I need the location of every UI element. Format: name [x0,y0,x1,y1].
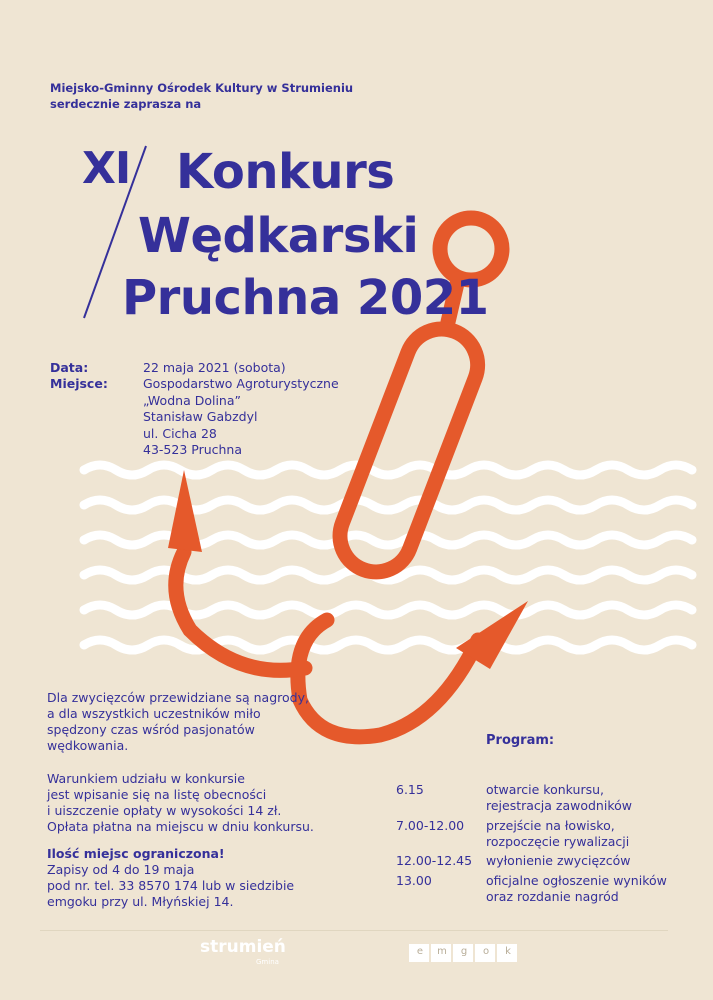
prizes-line: spędzony czas wśród pasjonatów [47,722,255,737]
conditions-paragraph [47,771,347,835]
registration-heading: Ilość miejsc ograniczona! [47,846,225,861]
program-description [486,782,686,814]
program-line: oficjalne ogłoszenie wyników [486,873,667,888]
place-line: Gospodarstwo Agroturystyczne [143,376,339,391]
program-line: rozpoczęcie rywalizacji [486,834,630,849]
conditions-line: i uiszczenie opłaty w wysokości 14 zł. [47,803,282,818]
strumien-logo: strumień [200,937,286,957]
wave-line [84,500,692,510]
date-value: 22 maja 2021 (sobota) [143,360,286,375]
program-line: przejście na łowisko, [486,818,615,833]
registration-line: Zapisy od 4 do 19 maja [47,862,195,877]
organizer-invite: serdecznie zaprasza na [50,97,202,111]
footer-divider [40,930,668,931]
program-description [486,873,686,905]
registration-block [47,846,347,910]
emgok-letter: k [505,946,511,957]
prizes-paragraph [47,690,347,754]
program-time: 6.15 [396,782,424,797]
program-line: rejestracja zawodników [486,798,632,813]
organizer-block [50,80,353,112]
prizes-line: wędkowania. [47,738,129,753]
title-line-1: Konkurs [176,144,395,200]
place-value [143,376,339,459]
place-line: „Wodna Dolina” [143,392,241,408]
registration-line: pod nr. tel. 33 8570 174 lub w siedzibie [47,878,295,893]
program-description [486,818,686,850]
conditions-line: jest wpisanie się na listę obecności [47,787,267,802]
place-line: ul. Cicha 28 [143,425,217,441]
program-time: 7.00-12.00 [396,818,465,833]
emgok-letter: g [460,946,468,957]
prizes-line: Dla zwycięzców przewidziane są nagrody, [47,690,309,705]
program-line: wyłonienie zwycięzców [486,853,631,868]
strumien-logo-sub: Gmina [256,958,279,966]
place-line: Stanisław Gabzdyl [143,409,258,424]
title-line-3: Pruchna 2021 [122,270,489,326]
organizer-name: Miejsko-Gminny Ośrodek Kultury w Strumieniu [50,81,354,95]
place-line: 43-523 Pruchna [143,442,243,457]
program-line: oraz rozdanie nagród [486,889,619,904]
registration-line: emgoku przy ul. Młyńskiej 14. [47,894,234,909]
emgok-letter: e [416,946,424,957]
wave-line [84,465,692,475]
wave-line [84,640,692,650]
emgok-letters [409,946,519,957]
conditions-line: Warunkiem udziału w konkursie [47,771,245,786]
title-line-2: Wędkarski [138,208,419,264]
program-time: 13.00 [396,873,432,888]
prizes-line: a dla wszystkich uczestników miło [47,706,261,721]
emgok-letter: o [482,946,490,957]
date-label: Data: [50,360,89,375]
program-description [486,853,686,869]
program-title: Program: [486,733,555,748]
place-label: Miejsce: [50,376,108,391]
emgok-letter: m [437,946,447,957]
program-line: otwarcie konkursu, [486,782,604,797]
conditions-line: Opłata płatna na miejscu w dniu konkursu. [47,819,314,834]
program-time: 12.00-12.45 [396,853,473,868]
edition-number: XI [82,143,131,194]
